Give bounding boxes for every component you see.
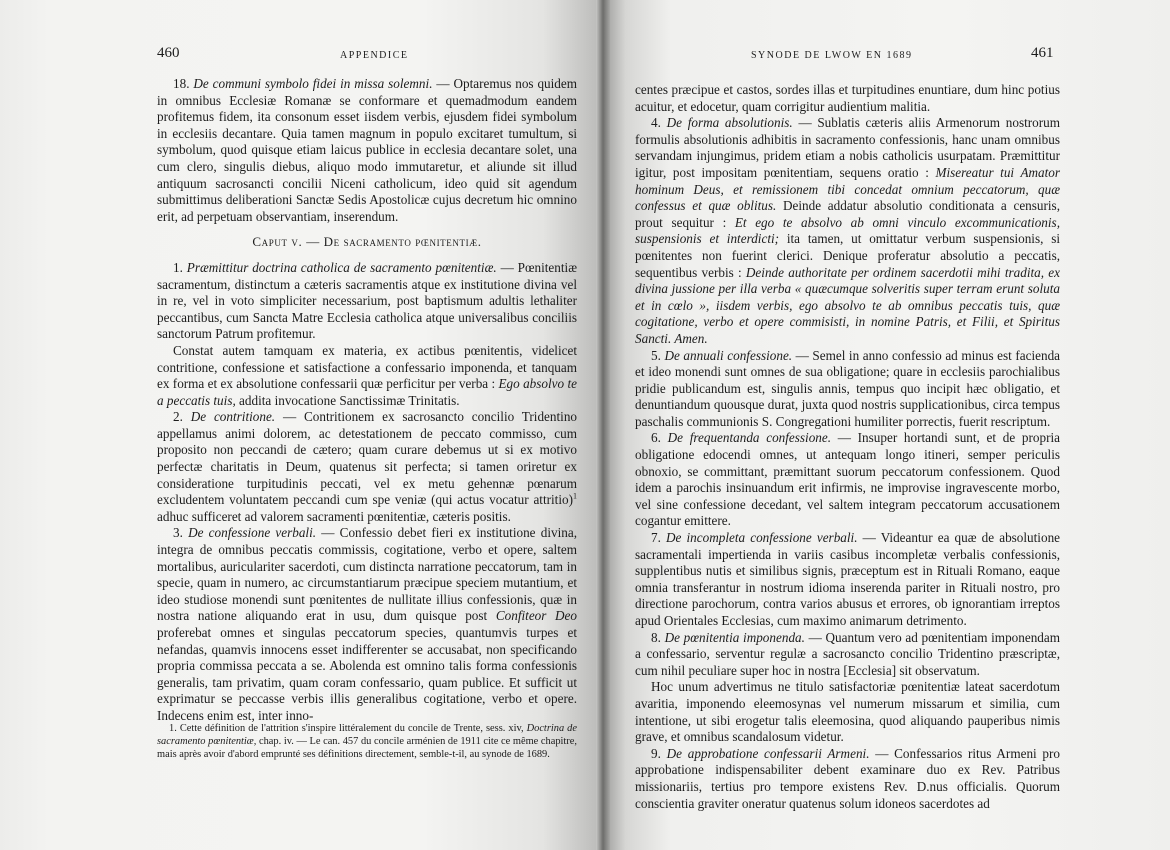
para-text: adhuc sufficeret ad valorem sacramenti pœnitentiæ, cæteris positis. xyxy=(157,508,511,524)
footnote-text: chap. iv. — Le can. 457 du concile arménien de 1911 cite ce même chapitre, mais après avoir d'abord emprunté ses définitions directement, semble-t-il, au synode de 1689. xyxy=(157,736,577,761)
para-title: De forma absolutionis. xyxy=(666,115,793,131)
para-title: De approbatione confessarii Armeni. xyxy=(666,745,870,761)
paragraph-18 xyxy=(157,76,577,225)
para-italic: Deinde authoritate per ordinem sacerdotii mihi tradita, ex divina jussione per illa verba « quæcumque solveritis super terram erunt soluta et in cœlo », iisdem verbis, ego absolvo te ab omnibus peccatis tuis, quæ cogitatione, verbo et opere commisisti, in nomine Patris, et Filii, et Spiritus Sancti. Amen. xyxy=(635,264,1060,346)
footnotes xyxy=(157,722,577,762)
right-page-number: 461 xyxy=(1031,45,1054,61)
chapter-heading: Caput v. — De sacramento pœnitentiæ. xyxy=(252,234,482,250)
para-title: De confessione verbali. xyxy=(188,525,317,541)
paragraph-continued: centes præcipue et castos, sordes illas et turpitudines enuntiare, dum hinc potius acuitur, et edocetur, quam corrigitur audientium malitia. xyxy=(635,82,1060,114)
para-number: 9. xyxy=(651,745,661,761)
para-text: — Optaremus nos quidem in omnibus Ecclesiæ Romanæ se conformare et quemadmodum eandem profitemus fidem, ita consonum esset iisdem verbis, ejusdem fidei symbolum in ecclesiis decantare. Quia tamen magnum in populo excitaret tumultum, si symbolum, quod quisque etiam laicus publice in ecclesia decantare solet, una cum clero, singulis diebus, aliquo modo immutaretur, et aliunde sit illud antiquum sacrosancti concilii Niceni catholicum, ideo quid sit agendum submittimus deliberationi Sanctæ Sedis Apostolicæ cujus decretum hic omnino erit, ad perpetuam observantiam, inserendum. xyxy=(157,76,577,224)
paragraph-constat xyxy=(157,343,577,409)
para-number: 5. xyxy=(651,347,661,363)
left-running-title: APPENDICE xyxy=(340,50,409,61)
para-text: — Pœnitentiæ sacramentum, distinctum a cæteris sacramentis atque ex institutione divina vel in re, vel in voto simpliciter necessarium, post baptismum adultis lethaliter peccantibus, cum Sancta Matre Ecclesia catholica atque universalibus conciliis sanctorum Patrum profitemur. xyxy=(157,259,577,342)
book-gutter xyxy=(596,0,610,850)
footnote-text: Cette définition de l'attrition s'inspire littéralement du concile de Trente, sess. xiv, xyxy=(176,723,527,734)
para-italic: Misereatur tui Amator hominum Deus, et remissionem tibi concedat omnium peccatorum, quæ confessus et quæ oblitus. xyxy=(635,164,1061,214)
para-text: — Sublatis cæteris aliis Armenorum nostrorum formulis absolutionis adhibitis in sacramento confessionis, hanc unam omnibus servandam injungimus, pridem etiam a nobis catholicis usurpatam. Præmittitur igitur, post impositam pœnitentiam, sequens oratio : xyxy=(635,115,1060,180)
paragraph-7 xyxy=(635,530,1060,630)
footnote-italic: Doctrina de sacramento pœnitentiæ, xyxy=(157,723,577,748)
paragraph-6 xyxy=(635,430,1060,530)
para-title: De frequentanda confessione. xyxy=(667,430,832,446)
paragraph-1 xyxy=(157,260,577,343)
para-title: De incompleta confessione verbali. xyxy=(666,530,858,546)
para-title: Præmittitur doctrina catholica de sacramento pœnitentiæ. xyxy=(186,259,497,275)
para-title: De annuali confessione. xyxy=(664,347,793,363)
para-text: — Insuper hortandi sunt, et de propria obligatione edocendi omnes, ut antequam longo itineri, semper periculis obnoxio, se committant, præmittant suorum peccatorum confessionem. Quod idem a parochis insinuandum erit infirmis, ne improvise ingravescente morbo, vel sine confessione decedant, vel saltem integram peccatorum accusationem cogantur emittere. xyxy=(635,430,1061,529)
para-text: — Contritionem ex sacrosancto concilio Tridentino appellamus animi dolorem, ac detestationem de peccato commisso, cum proposito non peccandi de cætero; quam curare debemus ut si ex motivo perfectæ charitatis in Deum, quatenus sit perfecta; si tamen oriretur ex consideratione turpitudinis peccati, vel ex metu gehennæ pœnarum excludentem voluntatem peccandi cum spe veniæ (qui actus vocatur attritio) xyxy=(157,409,578,508)
para-text: — Confessarios ritus Armeni pro approbatione indispensabiliter debent examinare duo ex Rev. Patribus missionariis, tertius pro tempore existens Rev. D.nus officialis. Quorum conscientia graviter oneratur quatenus solum idoneos sacerdotes ad xyxy=(635,745,1060,811)
paragraph-2 xyxy=(157,409,577,525)
footnote-reference: 1 xyxy=(573,491,577,501)
paragraph-3 xyxy=(157,525,577,724)
para-italic: Ego absolvo te a peccatis tuis, xyxy=(157,376,577,408)
para-text: addita invocatione Sanctissimæ Trinitatis. xyxy=(235,392,460,408)
para-text: proferebat omnes et singulas peccatorum species, quantumvis turpes et nefandas, quamvis innocens esset indifferenter se accusabat, non specificando propria commissa peccata a se. Abolenda est omnino talis forma confessionis generalis, tam privatim, quam coram confessario, quam publice. Et sufficit ut exprimatur se peccasse verbis illis generalibus cogitatione, verbo et opere. Indecens enim est, inter inno- xyxy=(157,625,577,723)
para-text: — Semel in anno confessio ad minus est facienda et ideo monendi sunt omnes de sua obligatione; quare in ecclesiis parochialibus pridie publicandum est, singulis annis, tempus quo incipit hæc obligatio, et denuntiandum quousque durat, juxta quod nostris supplicationibus, circa tempus paschalis communionis S. Congregationi humiliter porrectis, fuerit rescriptum. xyxy=(635,347,1061,429)
para-title: De contritione. xyxy=(190,409,276,425)
para-number: 18. xyxy=(173,76,190,91)
paragraph-9 xyxy=(635,746,1060,812)
para-text: — Confessio debet fieri ex institutione divina, integra de omnibus peccatis commissis, cogitatione, verbo et opere, saltem mortalibus, auriculariter sacerdoti, cum distincta narratione peccatorum, tam in specie, quam in numero, ac circumstantiarum præcipue speciem mutantium, et ideo studiose monendi sunt pœnitentes de nullitate illius confessionis, quæ in nostra natione aliquando erat in usu, dum quisque post xyxy=(157,525,577,624)
para-text: Constat autem tamquam ex materia, ex actibus pœnitentis, videlicet contritione, confessione et satisfactione a confessario imponenda, et tanquam ex forma et ex absolutione confessarii quæ perficitur per verba : xyxy=(157,342,577,392)
right-page xyxy=(603,0,1170,850)
para-text: Deinde addatur absolutio conditionata a censuris, prout sequitur : xyxy=(635,198,1060,230)
para-title: De pœnitentia imponenda. xyxy=(664,629,805,645)
para-number: 3. xyxy=(173,525,183,541)
para-number: 7. xyxy=(651,530,661,546)
para-text: ita tamen, ut omittatur verbum suspensionis, si pœnitentes non fuerint clerici. Denique proferatur absolutio a peccatis, sequentibus verbis : xyxy=(635,231,1060,280)
para-text: — Videantur ea quæ de absolutione sacramentali impertienda in variis casibus incompletæ verbalis confessionis, supplentibus nutis et similibus signis, præceptum est in Rituali Romano, eaque omnia transferantur in nostrum idioma inserenda pariter in Rituali nostro, pro directione parochorum, contra varios abusus et errores, ob ignorantiam irreptos apud Orientales Ecclesias, cum maximo animarum detrimento. xyxy=(635,530,1061,628)
para-number: 1. xyxy=(173,259,183,275)
para-italic: Confiteor Deo xyxy=(495,608,578,624)
left-page-number: 460 xyxy=(157,45,180,61)
paragraph-8 xyxy=(635,630,1060,680)
footnote-number: 1. xyxy=(169,723,177,734)
paragraph-4 xyxy=(635,115,1060,347)
footnote-1 xyxy=(157,722,577,762)
para-text: — Quantum vero ad pœnitentiam imponendam a confessario, serventur regulæ a sacrosancto concilio Tridentino præscriptæ, cum nihil peculiare super hoc in nostra [Ecclesia] sit observatum. xyxy=(635,629,1060,678)
right-running-title: SYNODE DE LWOW EN 1689 xyxy=(751,50,913,61)
paragraph-5 xyxy=(635,348,1060,431)
para-italic: Et ego te absolvo ab omni vinculo excommunicationis, suspensionis et interdicti; xyxy=(635,214,1060,247)
para-title: De communi symbolo fidei in missa solemni. xyxy=(193,76,433,91)
left-page-body xyxy=(157,76,577,725)
para-number: 6. xyxy=(651,430,661,446)
para-number: 8. xyxy=(651,629,661,645)
para-number: 2. xyxy=(173,409,183,425)
para-number: 4. xyxy=(651,115,661,131)
right-page-body xyxy=(635,82,1060,812)
paragraph-hoc: Hoc unum advertimus ne titulo satisfactoriæ pœnitentiæ lateat sacerdotum avaritia, imponendo eleemosynas vel numerum missarum et similia, cum intentione, ut sibi erogetur talis eleemosina, quod aliquando pauperibus nimis grave, et omnibus scandalosum videtur. xyxy=(635,679,1060,745)
